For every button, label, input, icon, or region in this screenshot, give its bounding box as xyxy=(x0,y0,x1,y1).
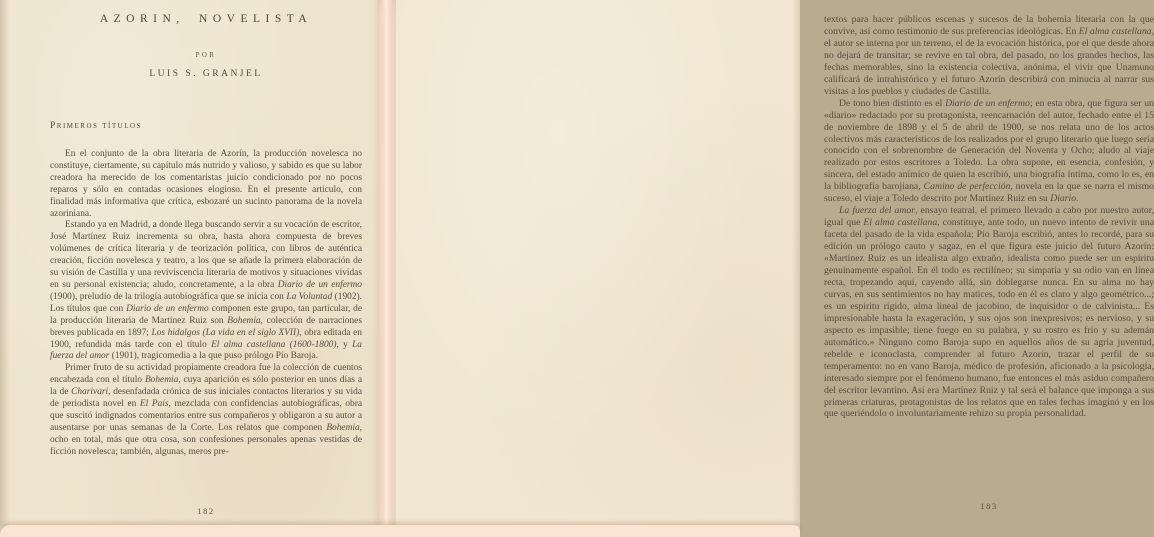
text-run: , mezclada con confidencias autobiográficas, obra que suscitó indignados comentarios entre sus compañeros y obligaron a su autor a ausentarse por unas semanas de la Corte. Los relatos que componen xyxy=(50,399,362,433)
paragraph xyxy=(50,363,362,458)
text-run: , cuya aparición es sólo posterior en unos días a la de xyxy=(50,375,362,398)
text-run: . xyxy=(1076,193,1079,205)
text-run: textos para hacer públicos escenas y sucesos de la bohemia literaria con la que convive, así como testimonio de sus preferencias ideológicas. En xyxy=(824,14,1154,37)
text-run: ; en esta obra, que figura ser un «diario» redactado por su protagonista, reencarnación del autor, fechado entre el 15 de noviembre de 1898 y el 5 de abril de 1900, se nos relata uno de los actos colectivos más característicos de los realizados por el grupo literario que luego sería conocido con el sobrenombre de Generación del Noventa y Ocho; aludo al viaje realizado por estos escritores a Toledo. La obra supone, en esencia, confesión, y sincera, del estado anímico de quien la escribió, una biografía íntima, como lo es, en la bibliografía barojiana, xyxy=(824,97,1154,193)
article-title: AZORIN, NOVELISTA xyxy=(99,13,313,25)
byline-por: POR xyxy=(195,52,217,59)
text-run: En el conjunto de la obra literaria de Azorín, la producción novelesca no constituye, ciertamente, su capítulo más nutrido y valioso, y sabido es que su labor creadora ha merecido de los comentaristas juicio condicionado por no pocos reparos y sólo en contadas ocasiones elogioso. En el presente artículo, con finalidad más informativa que crítica, esbozaré un sucinto panorama de la novela azoriniana. xyxy=(50,149,362,219)
work-title: La fuerza del amor xyxy=(50,339,362,362)
work-title: Bohemia xyxy=(326,422,360,433)
section-heading: Primeros títulos xyxy=(50,121,142,131)
scan-left-edge-shadow xyxy=(0,0,10,526)
work-title: La Voluntad xyxy=(286,291,333,302)
work-title: Charivari xyxy=(71,387,109,398)
text-run: (1900), preludio de la trilogía autobiográfica que se inicia con xyxy=(50,291,287,302)
work-title: Los hidalgos (La vida en el siglo XVII) xyxy=(151,327,300,338)
paragraph xyxy=(50,220,362,363)
text-run: componen este grupo, tan particular, de la producción literaria de Martínez Ruiz son xyxy=(50,303,363,326)
work-title: El alma castellana xyxy=(1078,25,1152,37)
work-title: Bohemia xyxy=(144,375,179,386)
right-page xyxy=(396,0,1154,526)
scan-bottom-edge xyxy=(0,525,800,537)
paragraph xyxy=(50,149,362,220)
work-title: Diario de un enfermo xyxy=(945,97,1030,109)
right-page-number: 183 xyxy=(980,501,998,511)
text-run: De tono bien distinto es el xyxy=(839,97,946,109)
paragraph xyxy=(824,98,1154,206)
text-run: , constituye, ante todo, un nuevo intento de revivir una faceta del pasado de la vida española; Pío Baroja escribió, antes lo recordé, para su edición un prólogo cauto y sagaz, en el que figura este juicio del futuro Azorín: «Martínez Ruiz es un idealista algo extraño, idealista como puede ser un espíritu genuinamente español. En él todo es rectilíneo; su simpatía y su odio van en línea recta, tropezando aquí, cayendo allá, sin doblegarse nunca. En su alma no hay curvas, en sus sentimientos no hay matices, todo en él es claro y algo geométrico...; es un espíritu rígido, alma lineal de jacobino, de inquisidor o de calvinista... Es impresionable hasta la exageración, y sus ojos son inexpresivos; es nervioso, y su aspecto es impasible; tiene fuego en su palabra, y su rostro es frío y su ademán automático.» Ninguno como Baroja supo en aquellos años de su agria juventud, rebelde e iconoclasta, comprender al futuro Azorín, trazar el perfil de su temperamento: no en vano Baroja, médico de profesión, aficionado a la psicología, interesado siempre por el fenómeno humano, fue entonces el más asiduo compañero del escritor levantino. Así era Martínez Ruiz y tal será el balance que imponga a sus primeras criaturas, protagonistas de los relatos que en tales fechas imaginó y en los que queriéndolo o involuntariamente rehizo su propia personalidad. xyxy=(824,217,1154,420)
text-run: , ocho en total, más que otra cosa, son confesiones personales apenas vestidas de ficción novelesca; también, algunas, meros pre- xyxy=(50,422,362,457)
work-title: El alma castellana xyxy=(863,217,938,229)
text-run: , y xyxy=(336,339,353,350)
paragraph xyxy=(824,14,1154,98)
work-title: Diario xyxy=(1050,193,1077,205)
text-run: , desenfadada crónica de sus iniciales contactos literarios y su vida de periodista novel en xyxy=(50,387,362,410)
text-run: (1902). Los títulos que con xyxy=(50,291,363,314)
scan-right-edge-shadow xyxy=(792,0,800,526)
text-run: Primer fruto de su actividad propiamente creadora fue la colección de cuentos encabezada con el título xyxy=(50,363,362,386)
right-page-text xyxy=(824,14,1154,510)
text-run: , ensayo teatral, el primero llevado a cabo por nuestro autor, igual que xyxy=(824,205,1154,229)
text-run: , obra editada en 1900, refundida más tarde con el título xyxy=(50,327,362,350)
text-run: , novela en la que se narra el mismo suceso, el viaje a Toledo descrito por Martínez Ruiz en su xyxy=(824,181,1154,205)
work-title: Camino de perfección xyxy=(923,181,1011,193)
work-title: Diario de un enfermo xyxy=(126,303,209,314)
left-page-text xyxy=(50,149,362,511)
paragraph xyxy=(824,205,1154,420)
text-run: Estando ya en Madrid, a donde llega buscando servir a su vocación de escritor, José Martínez Ruiz incrementa su obra, hasta ahora compuesta de breves volúmenes de crítica literaria y de teorización política, con libros de auténtica creación, ficción novelesca y teatro, a los que se añade la primera elaboración de su visión de Castilla y una reviviscencia literaria de motivos y situaciones vividas en su personal existencia; aludo, concretamente, a la obra xyxy=(50,220,362,290)
text-run: , colección de narraciones breves publicada en 1897; xyxy=(50,315,362,338)
author-name: LUIS S. GRANJEL xyxy=(149,69,263,79)
left-page-number: 182 xyxy=(197,506,215,516)
work-title: Diario de un enfermo xyxy=(277,279,362,290)
work-title: Bohemia xyxy=(227,315,261,326)
text-run: , el autor se interna por un terreno, el de la evocación histórica, por el que desde ahora no dejará de transitar; se revive en tal obra, del pasado, no los grandes hechos, las fechas memorables, sino la existencia colectiva, anónima, el vivir que Unamuno calificará de intrahistórico y el futuro Azorín describirá con minucia al narrar sus visitas a los pueblos y ciudades de Castilla. xyxy=(824,25,1154,97)
work-title: El alma castellana (1600-1800) xyxy=(211,339,337,350)
work-title: El País xyxy=(139,399,169,410)
work-title: La fuerza del amor xyxy=(839,205,916,217)
left-page xyxy=(0,0,378,526)
text-run: (1901), tragicomedia a la que puso prólogo Pío Baroja. xyxy=(109,351,318,362)
